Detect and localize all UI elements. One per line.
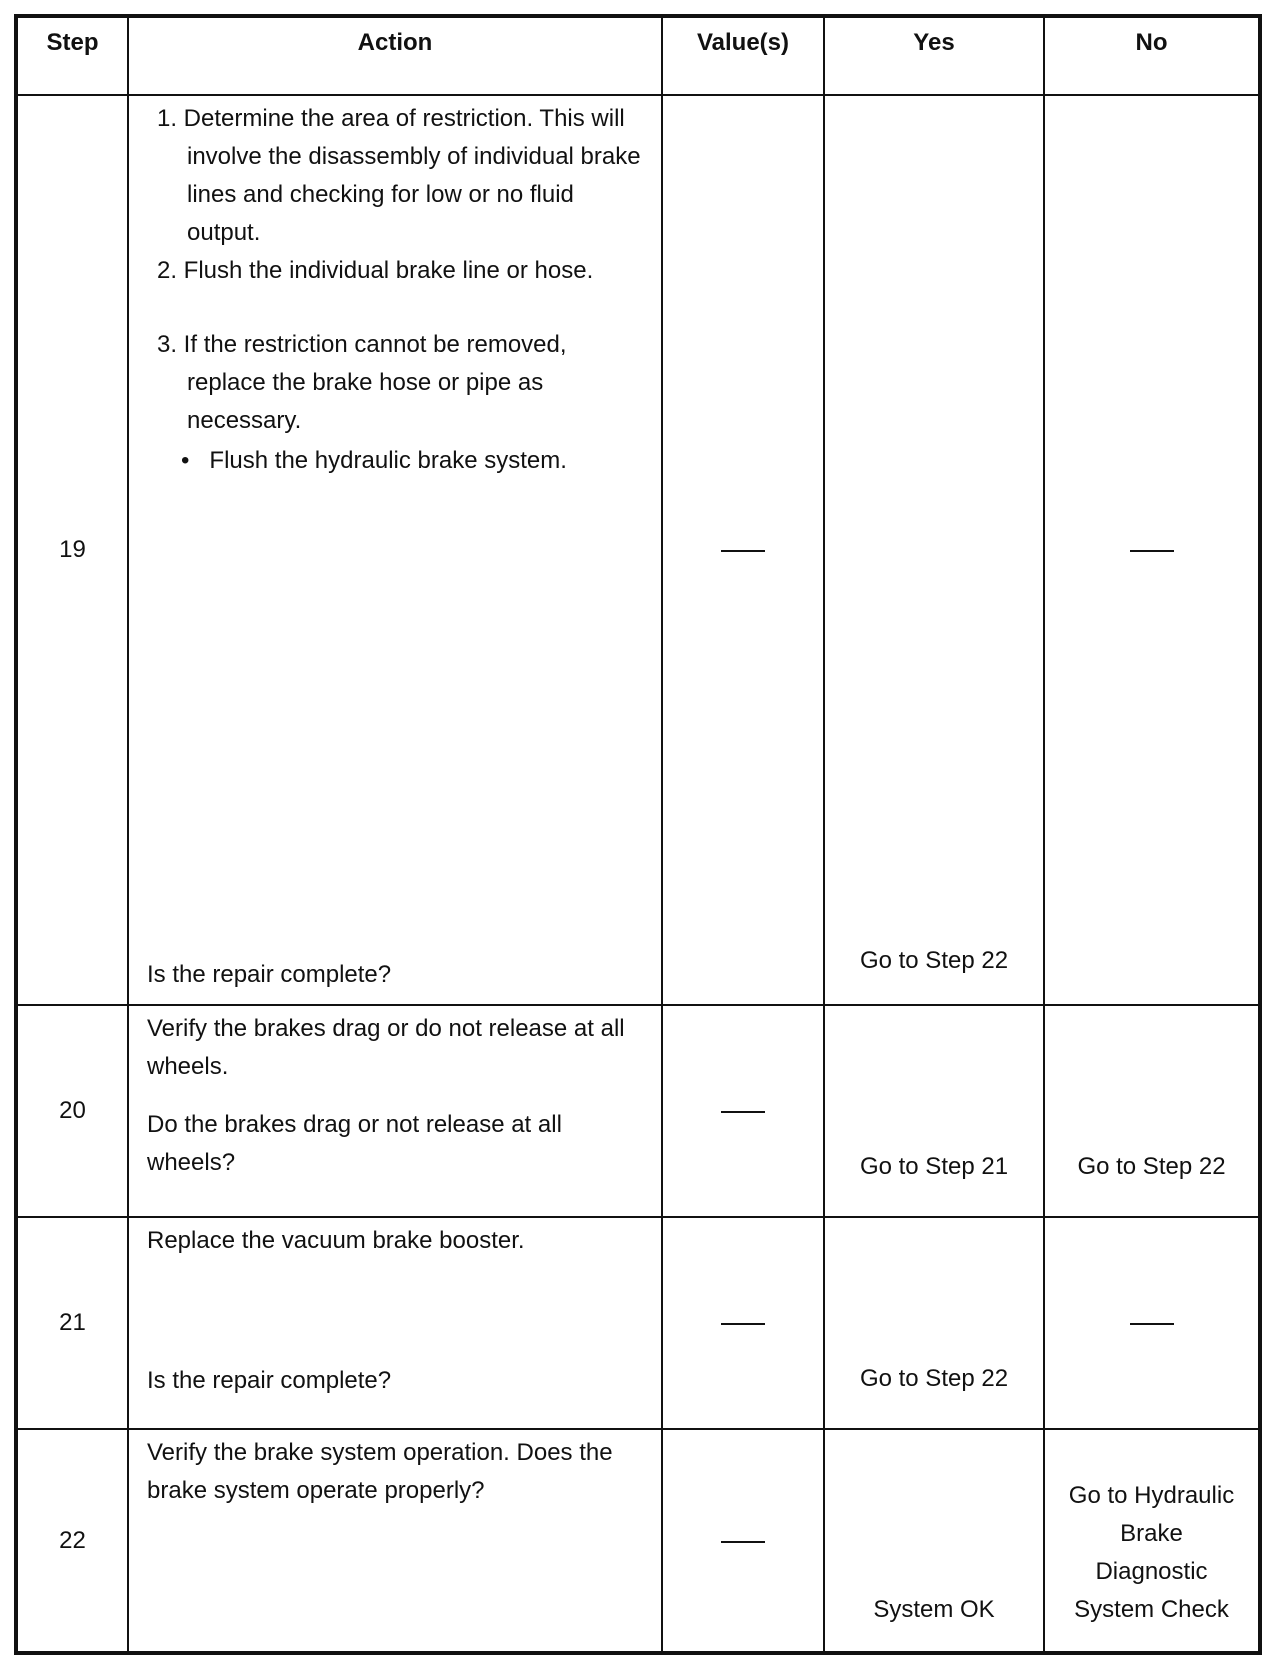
header-step: Step — [16, 16, 128, 95]
action-cell — [128, 95, 662, 1005]
action-cell — [128, 1005, 662, 1217]
value-cell — [662, 95, 824, 1005]
step-number: 21 — [59, 1309, 86, 1336]
step-number: 22 — [59, 1526, 86, 1554]
action-item: 1. Determine the area of restriction. This will involve the disassembly of individual brake lines and checking for low or no fluid output. — [157, 105, 641, 246]
value-cell — [662, 1429, 824, 1653]
no-cell — [1044, 1005, 1260, 1217]
no-result: Go to Step 22 — [1077, 1153, 1226, 1180]
action-item: 2. Flush the individual brake line or hose. — [157, 257, 594, 284]
action-text: Replace the vacuum brake booster. — [147, 1227, 525, 1254]
step-cell — [16, 1005, 128, 1217]
table-row — [16, 1217, 1260, 1429]
value-cell — [662, 1005, 824, 1217]
no-result: Go to Hydraulic Brake Diagnostic System Check — [1068, 1482, 1235, 1623]
step-cell — [16, 1429, 128, 1653]
yes-result: System OK — [873, 1596, 995, 1623]
no-dash — [1130, 1323, 1174, 1325]
value-dash — [721, 1323, 765, 1325]
bullet-text: Flush the hydraulic brake system. — [209, 447, 567, 474]
yes-cell — [824, 1429, 1044, 1653]
value-dash — [721, 550, 765, 552]
step-cell — [16, 1217, 128, 1429]
bullet-glyph: • — [181, 447, 190, 474]
action-text: Verify the brakes drag or do not release at all wheels. — [147, 1015, 625, 1080]
action-cell — [128, 1217, 662, 1429]
step-number: 19 — [59, 536, 86, 563]
no-cell — [1044, 95, 1260, 1005]
table-header-row — [16, 16, 1260, 95]
diagnostic-table — [14, 14, 1262, 1655]
table-row — [16, 1429, 1260, 1653]
yes-result: Go to Step 22 — [859, 947, 1009, 974]
no-cell — [1044, 1217, 1260, 1429]
action-cell — [128, 1429, 662, 1653]
yes-result: Go to Step 22 — [859, 1365, 1009, 1392]
table-row — [16, 95, 1260, 1005]
step-cell — [16, 95, 128, 1005]
action-bullet — [147, 442, 647, 480]
action-text: Verify the brake system operation. Does the brake system operate properly? — [147, 1439, 613, 1504]
action-question: Is the repair complete? — [147, 1367, 392, 1394]
header-action: Action — [128, 16, 662, 95]
yes-cell — [824, 1005, 1044, 1217]
yes-result: Go to Step 21 — [859, 1153, 1009, 1180]
table-row — [16, 1005, 1260, 1217]
no-dash — [1130, 550, 1174, 552]
value-dash — [721, 1541, 765, 1543]
value-cell — [662, 1217, 824, 1429]
action-question: Is the repair complete? — [147, 961, 392, 988]
header-values: Value(s) — [662, 16, 824, 95]
header-no: No — [1044, 16, 1260, 95]
value-dash — [721, 1111, 765, 1113]
action-question: Do the brakes drag or not release at all wheels? — [147, 1111, 562, 1176]
yes-cell — [824, 95, 1044, 1005]
step-number: 20 — [59, 1097, 86, 1124]
diagnostic-page — [14, 14, 1258, 1650]
yes-cell — [824, 1217, 1044, 1429]
action-item: 3. If the restriction cannot be removed, replace the brake hose or pipe as necessary. — [157, 331, 567, 434]
no-cell — [1044, 1429, 1260, 1653]
header-yes: Yes — [824, 16, 1044, 95]
